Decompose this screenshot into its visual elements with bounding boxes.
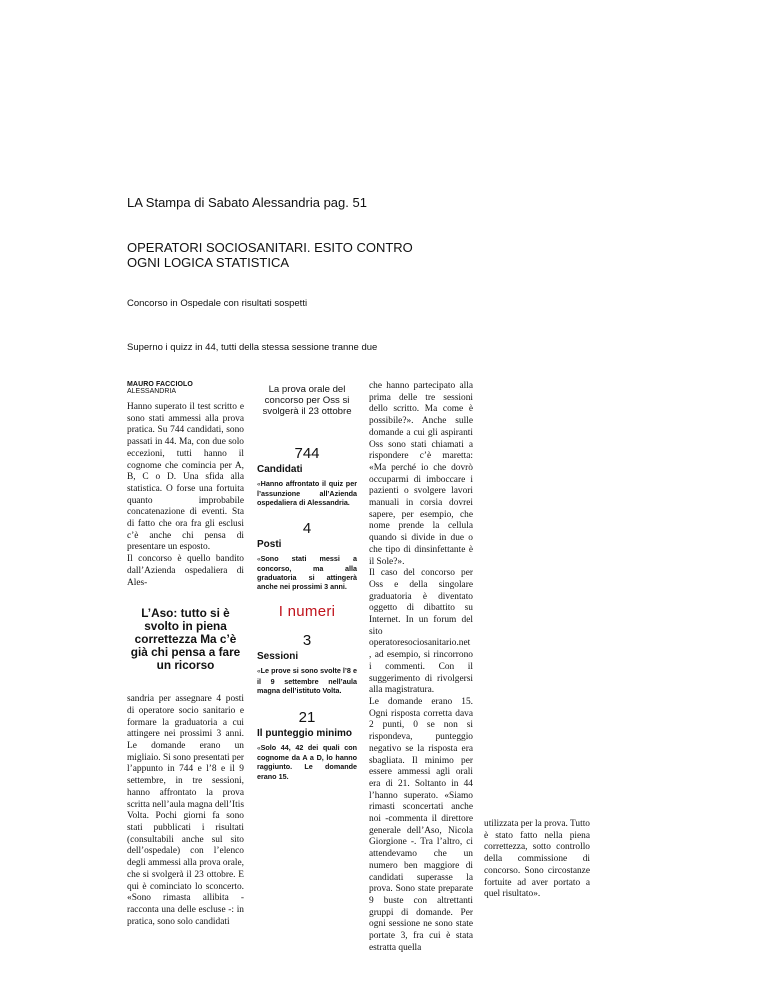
stat-number: 3 xyxy=(302,632,312,650)
stat-label: Posti xyxy=(257,538,282,550)
stat-block-posti xyxy=(257,520,357,592)
article-column-4 xyxy=(484,819,590,901)
byline-author: MAURO FACCIOLO xyxy=(127,381,193,388)
stat-description xyxy=(257,479,357,508)
stat-description xyxy=(257,743,357,781)
stat-description xyxy=(257,554,357,592)
stat-block-sessioni xyxy=(257,632,357,695)
quote-mark: « xyxy=(257,555,261,563)
stat-number: 21 xyxy=(298,709,316,727)
paragraph: che hanno partecipato alla prima delle tre sessioni dello scritto. Ma come è possibile?». Anche sulle domande a cui gli aspiranti Oss sono stati chiamati a rispondere c’è maretta: «Ma perché io che dovrò occuparmi di imboccare i pazienti o svolgere lavori manuali in corsia dovrei sapere, per esempio, che nome prende la cellula quando si divide in due o che tipo di dinsinfettante è il Sole?». xyxy=(369,381,473,567)
article-column-3 xyxy=(369,381,473,954)
stat-number: 744 xyxy=(294,445,320,462)
source-line: LA Stampa di Sabato Alessandria pag. 51 xyxy=(127,195,367,210)
summary-line: Superno i quizz in 44, tutti della stessa sessione tranne due xyxy=(127,342,378,353)
stat-description xyxy=(257,666,357,695)
stat-label: Il punteggio minimo xyxy=(257,728,352,740)
paragraph: Le domande erano 15. Ogni risposta corretta dava 2 punti, 0 se non si rispondeva, punteggio negativo se la risposta era sbagliata. Il minimo per essere ammessi agli orali era di 21. Soltanto in 44 l’hanno superato. «Siamo rimasti sconcertati anche noi -commenta il direttore generale dell’Aso, Nicola Giorgione -. Tra l’altro, ci attendevamo che un numero ben maggiore di candidati superasse la prova. Sono state preparate 9 buste con altrettanti gruppi di domande. Per ogni sessione ne sono state portate 3, fra cui è stata estratta quella xyxy=(369,696,473,953)
stat-label: Sessioni xyxy=(257,651,299,663)
paragraph: sandria per assegnare 4 posti di operatore socio sanitario e formare la graduatoria a cui attingere nei prossimi 3 anni. Le domande erano un migliaio. Si sono presentati per l’appunto in 744 e l’8 e il 9 settembre, in tre sessioni, hanno affrontato la prova scritta nell’aula magna dell’Itis Volta. Pochi giorni fa sono stati pubblicati i risultati (consultabili anche sul sito dell’ospedale) con l’elenco degli ammessi alla prova orale, che si svolgerà il 23 ottobre. E qui è cominciato lo sconcerto. «Sono rimasta allibita -racconta una delle escluse -: in pratica, sono solo candidati xyxy=(127,694,244,927)
numbers-sidebar xyxy=(257,384,357,781)
stat-block-punteggio xyxy=(257,709,357,781)
sidebar-kicker: La prova orale del concorso per Oss si svolgerà il 23 ottobre xyxy=(262,384,352,417)
stat-description-text: Solo 44, 42 dei quali con cognome da A a D, lo hanno raggiunto. Le domande erano 15. xyxy=(257,743,357,781)
quote-mark: « xyxy=(257,668,261,676)
stat-description-text: Hanno affrontato il quiz per l’assunzione all’Azienda ospedaliera di Alessandria. xyxy=(257,479,357,508)
byline-place: ALESSANDRIA xyxy=(127,388,177,395)
headline-line-2: OGNI LOGICA STATISTICA xyxy=(127,255,290,270)
stat-description-text: Le prove si sono svolte l’8 e il 9 settembre nell’aula magna dell’istituto Volta. xyxy=(257,666,357,695)
column-1-text-continued xyxy=(127,694,244,928)
sidebar-title: I numeri xyxy=(278,603,336,621)
paragraph: Il caso del concorso per Oss e della singolare graduatoria è diventato oggetto di dibattito su Internet. In un forum del sito operatoresociosanitario.net , ad esempio, si rincorrono i commenti. Con il suggerimento di rivolgersi alla magistratura. xyxy=(369,568,473,696)
headline xyxy=(127,240,427,270)
quote-mark: « xyxy=(257,481,261,488)
stat-label: Candidati xyxy=(257,464,303,475)
stat-description-text: Sono stati messi a concorso, ma alla graduatoria si attingerà anche nei prossimi 3 anni. xyxy=(257,553,357,592)
subheadline: Concorso in Ospedale con risultati sospetti xyxy=(127,298,308,309)
headline-line-1: OPERATORI SOCIOSANITARI. ESITO CONTRO xyxy=(127,240,413,255)
stat-block-candidati xyxy=(257,445,357,508)
paragraph: Il concorso è quello bandito dall’Azienda ospedaliera di Ales- xyxy=(127,554,244,588)
paragraph: utilizzata per la prova. Tutto è stato fatto nella piena correttezza, sotto controllo della commissione di concorso. Sono circostanze fortuite ad aver portato a quel risultato». xyxy=(484,819,590,900)
stat-number: 4 xyxy=(302,519,312,537)
article-column-1 xyxy=(127,381,244,928)
paragraph: Hanno superato il test scritto e sono stati ammessi alla prova pratica. Su 744 candidati, sono passati in 44. Ma, con due solo eccezioni, tutti hanno il cognome che comincia per A, B, C o D. Una sfida alla statistica. O forse una fortuita quanto improbabile concatenazione di eventi. Sta di fatto che ora fra gli esclusi c’è anche chi pensa di presentare un esposto. xyxy=(127,402,244,553)
column-1-text xyxy=(127,402,244,589)
quote-mark: « xyxy=(257,745,261,753)
pull-quote: L’Aso: tutto si è svolto in piena correttezza Ma c’è già chi pensa a fare un ricorso xyxy=(130,606,241,673)
